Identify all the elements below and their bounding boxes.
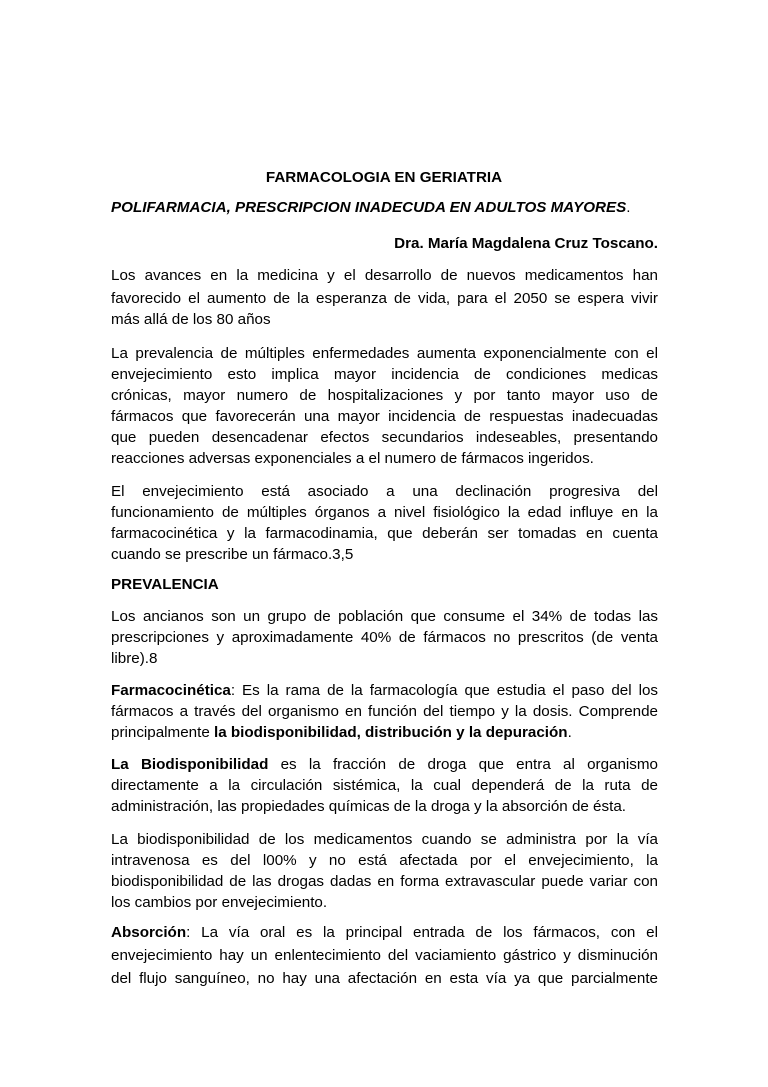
paragraph-line: libre).8 [111, 650, 158, 667]
paragraph-line: farmacocinética y la farmacodinamia, que deberán ser tomadas en cuenta [111, 525, 658, 542]
paragraph-line: crónicas, mayor numero de hospitalizaciones y por tanto mayor uso de [111, 387, 658, 404]
paragraph-line: fármacos a través del organismo en función del tiempo y la dosis. Comprende [111, 703, 658, 720]
paragraph-line [111, 754, 658, 775]
paragraph-line: fármacos que favorecerán una mayor incidencia de respuestas inadecuadas [111, 408, 658, 425]
paragraph-line: La prevalencia de múltiples enfermedades aumenta exponencialmente con el [111, 345, 658, 362]
document-title: FARMACOLOGIA EN GERIATRIA [265, 169, 503, 186]
paragraph-text: . [567, 724, 572, 741]
document-subtitle: POLIFARMACIA, PRESCRIPCION INADECUDA EN ADULTOS MAYORES [111, 199, 627, 216]
paragraph-line [111, 722, 658, 743]
term-biodisponibilidad: La Biodisponibilidad [111, 756, 269, 773]
paragraph-line: El envejecimiento está asociado a una declinación progresiva del [111, 483, 658, 500]
document-subtitle-period: . [626, 199, 631, 216]
term-farmacocinetica: Farmacocinética [111, 682, 231, 699]
paragraph-line: reacciones adversas exponenciales a el numero de fármacos ingeridos. [111, 450, 594, 467]
paragraph-line: del flujo sanguíneo, no hay una afectación en esta vía ya que parcialmente [111, 970, 658, 987]
paragraph-line: directamente a la circulación sistémica, la cual dependerá de la ruta de [111, 777, 658, 794]
paragraph-line: funcionamiento de múltiples órganos a nivel fisiológico la edad influye en la [111, 504, 658, 521]
paragraph-line [111, 680, 658, 701]
paragraph-line: favorecido el aumento de la esperanza de vida, para el 2050 se espera vivir [111, 290, 658, 307]
paragraph-line: prescripciones y aproximadamente 40% de fármacos no prescritos (de venta [111, 629, 658, 646]
term-absorcion: Absorción [111, 924, 187, 941]
paragraph-text: : La vía oral es la principal entrada de los fármacos, con el [186, 924, 658, 941]
document-author: Dra. María Magdalena Cruz Toscano. [394, 235, 658, 252]
document-subtitle-line [111, 197, 658, 218]
section-heading-prevalencia: PREVALENCIA [111, 576, 219, 593]
paragraph-line: envejecimiento esto implica mayor incidencia de condiciones medicas [111, 366, 658, 383]
paragraph-line: cuando se prescribe un fármaco.3,5 [111, 546, 354, 563]
paragraph-line: los cambios por envejecimiento. [111, 894, 328, 911]
paragraph-line: administración, las propiedades químicas de la droga y la absorción de ésta. [111, 798, 626, 815]
paragraph-line: intravenosa es del l00% y no está afectada por el envejecimiento, la [111, 852, 658, 869]
paragraph-line: biodisponibilidad de las drogas dadas en forma extravascular puede variar con [111, 873, 658, 890]
paragraph-text: principalmente [111, 724, 214, 741]
paragraph-line: La biodisponibilidad de los medicamentos cuando se administra por la vía [111, 831, 658, 848]
paragraph-text: es la fracción de droga que entra al organismo [268, 756, 658, 773]
bold-phrase: la biodisponibilidad, distribución y la depuración [214, 724, 568, 741]
paragraph-line: más allá de los 80 años [111, 311, 271, 328]
paragraph-line: Los avances en la medicina y el desarrollo de nuevos medicamentos han [111, 267, 658, 284]
paragraph-line: que pueden desencadenar efectos secundarios indeseables, presentando [111, 429, 658, 446]
paragraph-text: : Es la rama de la farmacología que estudia el paso del los [230, 682, 658, 699]
paragraph-line: envejecimiento hay un enlentecimiento del vaciamiento gástrico y disminución [111, 947, 658, 964]
paragraph-line: Los ancianos son un grupo de población que consume el 34% de todas las [111, 608, 658, 625]
paragraph-line [111, 922, 658, 943]
